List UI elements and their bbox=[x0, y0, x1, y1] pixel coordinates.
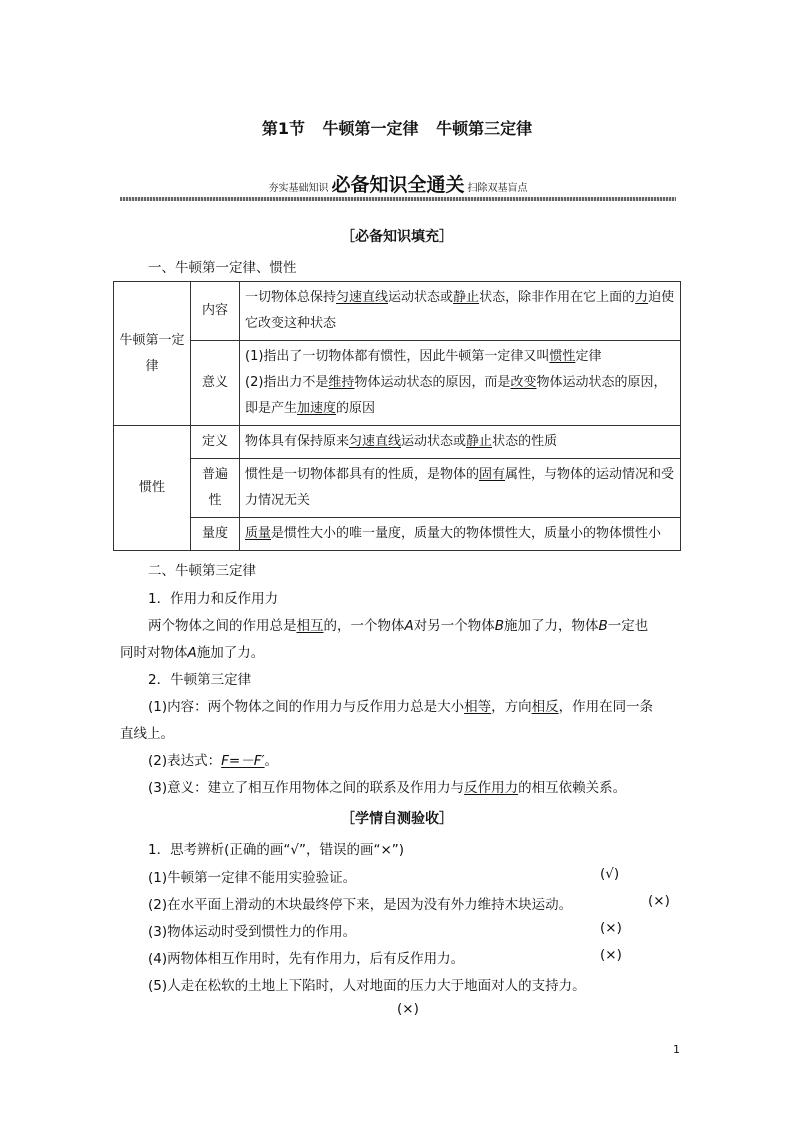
part2-heading: 二、牛顿第三定律 bbox=[148, 563, 256, 579]
meaning-label: 意义 bbox=[191, 341, 240, 426]
part2-content: (1)内容：两个物体之间的作用力与反作用力总是大小相等，方向相反，作用在同一条 bbox=[148, 699, 654, 715]
part2-significance: (3)意义：建立了相互作用物体之间的联系及作用力与反作用力的相互依赖关系。 bbox=[148, 780, 627, 796]
section-banner bbox=[120, 170, 676, 197]
meaning-item-2: (2)指出力不是维持物体运动状态的原因，而是改变物体运动状态的原因，即是产生加速度的原因 bbox=[245, 375, 667, 416]
answer-mark: (×) bbox=[397, 1001, 419, 1017]
banner-right-text: 扫除双基盲点 bbox=[467, 183, 528, 194]
list-item: (2)在水平面上滑动的木块最终停下来，是因为没有外力维持木块运动。 bbox=[148, 897, 573, 913]
table-row bbox=[114, 426, 681, 459]
meaning-text bbox=[240, 341, 681, 426]
table-row bbox=[114, 459, 681, 518]
list-item: (1)牛顿第一定律不能用实验验证。 bbox=[148, 870, 357, 886]
universality-text: 惯性是一切物体都具有的性质，是物体的固有属性，与物体的运动情况和受力情况无关 bbox=[240, 459, 681, 518]
answer-mark: (√) bbox=[600, 866, 620, 882]
part2-paragraph-1: 两个物体之间的作用总是相互的，一个物体A对另一个物体B施加了力，物体B一定也 bbox=[148, 618, 649, 634]
table-row bbox=[114, 282, 681, 341]
measure-label: 量度 bbox=[191, 518, 240, 551]
table-row bbox=[114, 518, 681, 551]
self-test-intro: 1．思考辨析(正确的画“√”，错误的画“×”) bbox=[148, 842, 405, 858]
first-law-label: 牛顿第一定律 bbox=[114, 282, 191, 426]
title-third-law: 牛顿第三定律 bbox=[436, 119, 533, 138]
page-number: 1 bbox=[673, 1043, 680, 1056]
table-row bbox=[114, 341, 681, 426]
meaning-item-1: (1)指出了一切物体都有惯性，因此牛顿第一定律又叫惯性定律 bbox=[245, 349, 602, 364]
answer-mark: (×) bbox=[648, 893, 670, 909]
answer-mark: (×) bbox=[600, 920, 622, 936]
list-item: (5)人走在松软的土地上下陷时，人对地面的压力大于地面对人的支持力。 bbox=[148, 978, 586, 994]
definition-label: 定义 bbox=[191, 426, 240, 459]
part2-paragraph-1b: 同时对物体A施加了力。 bbox=[120, 645, 265, 661]
measure-text: 质量是惯性大小的唯一量度，质量大的物体惯性大，质量小的物体惯性小 bbox=[240, 518, 681, 551]
title-first-law: 牛顿第一定律 bbox=[322, 119, 419, 138]
universality-label: 普遍性 bbox=[191, 459, 240, 518]
content-text: 一切物体总保持匀速直线运动状态或静止状态，除非作用在它上面的力迫使它改变这种状态 bbox=[240, 282, 681, 341]
page-title bbox=[0, 116, 794, 139]
list-item: (4)两物体相互作用时，先有作用力，后有反作用力。 bbox=[148, 951, 465, 967]
answer-mark: (×) bbox=[600, 947, 622, 963]
inertia-label: 惯性 bbox=[114, 426, 191, 551]
first-law-table bbox=[113, 281, 681, 551]
banner-divider bbox=[120, 197, 676, 201]
part2-sub1: 1．作用力和反作用力 bbox=[148, 591, 279, 607]
part2-content-b: 直线上。 bbox=[120, 726, 174, 742]
banner-main-text: 必备知识全通关 bbox=[331, 174, 465, 196]
self-test-heading: ［学情自测验收］ bbox=[341, 811, 453, 827]
section-number: 第1节 bbox=[261, 119, 305, 138]
content-label: 内容 bbox=[191, 282, 240, 341]
banner-left-text: 夯实基础知识 bbox=[268, 183, 329, 194]
definition-text: 物体具有保持原来匀速直线运动状态或静止状态的性质 bbox=[240, 426, 681, 459]
part2-expression: (2)表达式：F=－F′。 bbox=[148, 753, 279, 769]
part1-heading: 一、牛顿第一定律、惯性 bbox=[148, 260, 297, 276]
part2-sub2: 2．牛顿第三定律 bbox=[148, 672, 252, 688]
knowledge-fill-heading: ［必备知识填充］ bbox=[341, 229, 453, 245]
list-item: (3)物体运动时受到惯性力的作用。 bbox=[148, 924, 357, 940]
